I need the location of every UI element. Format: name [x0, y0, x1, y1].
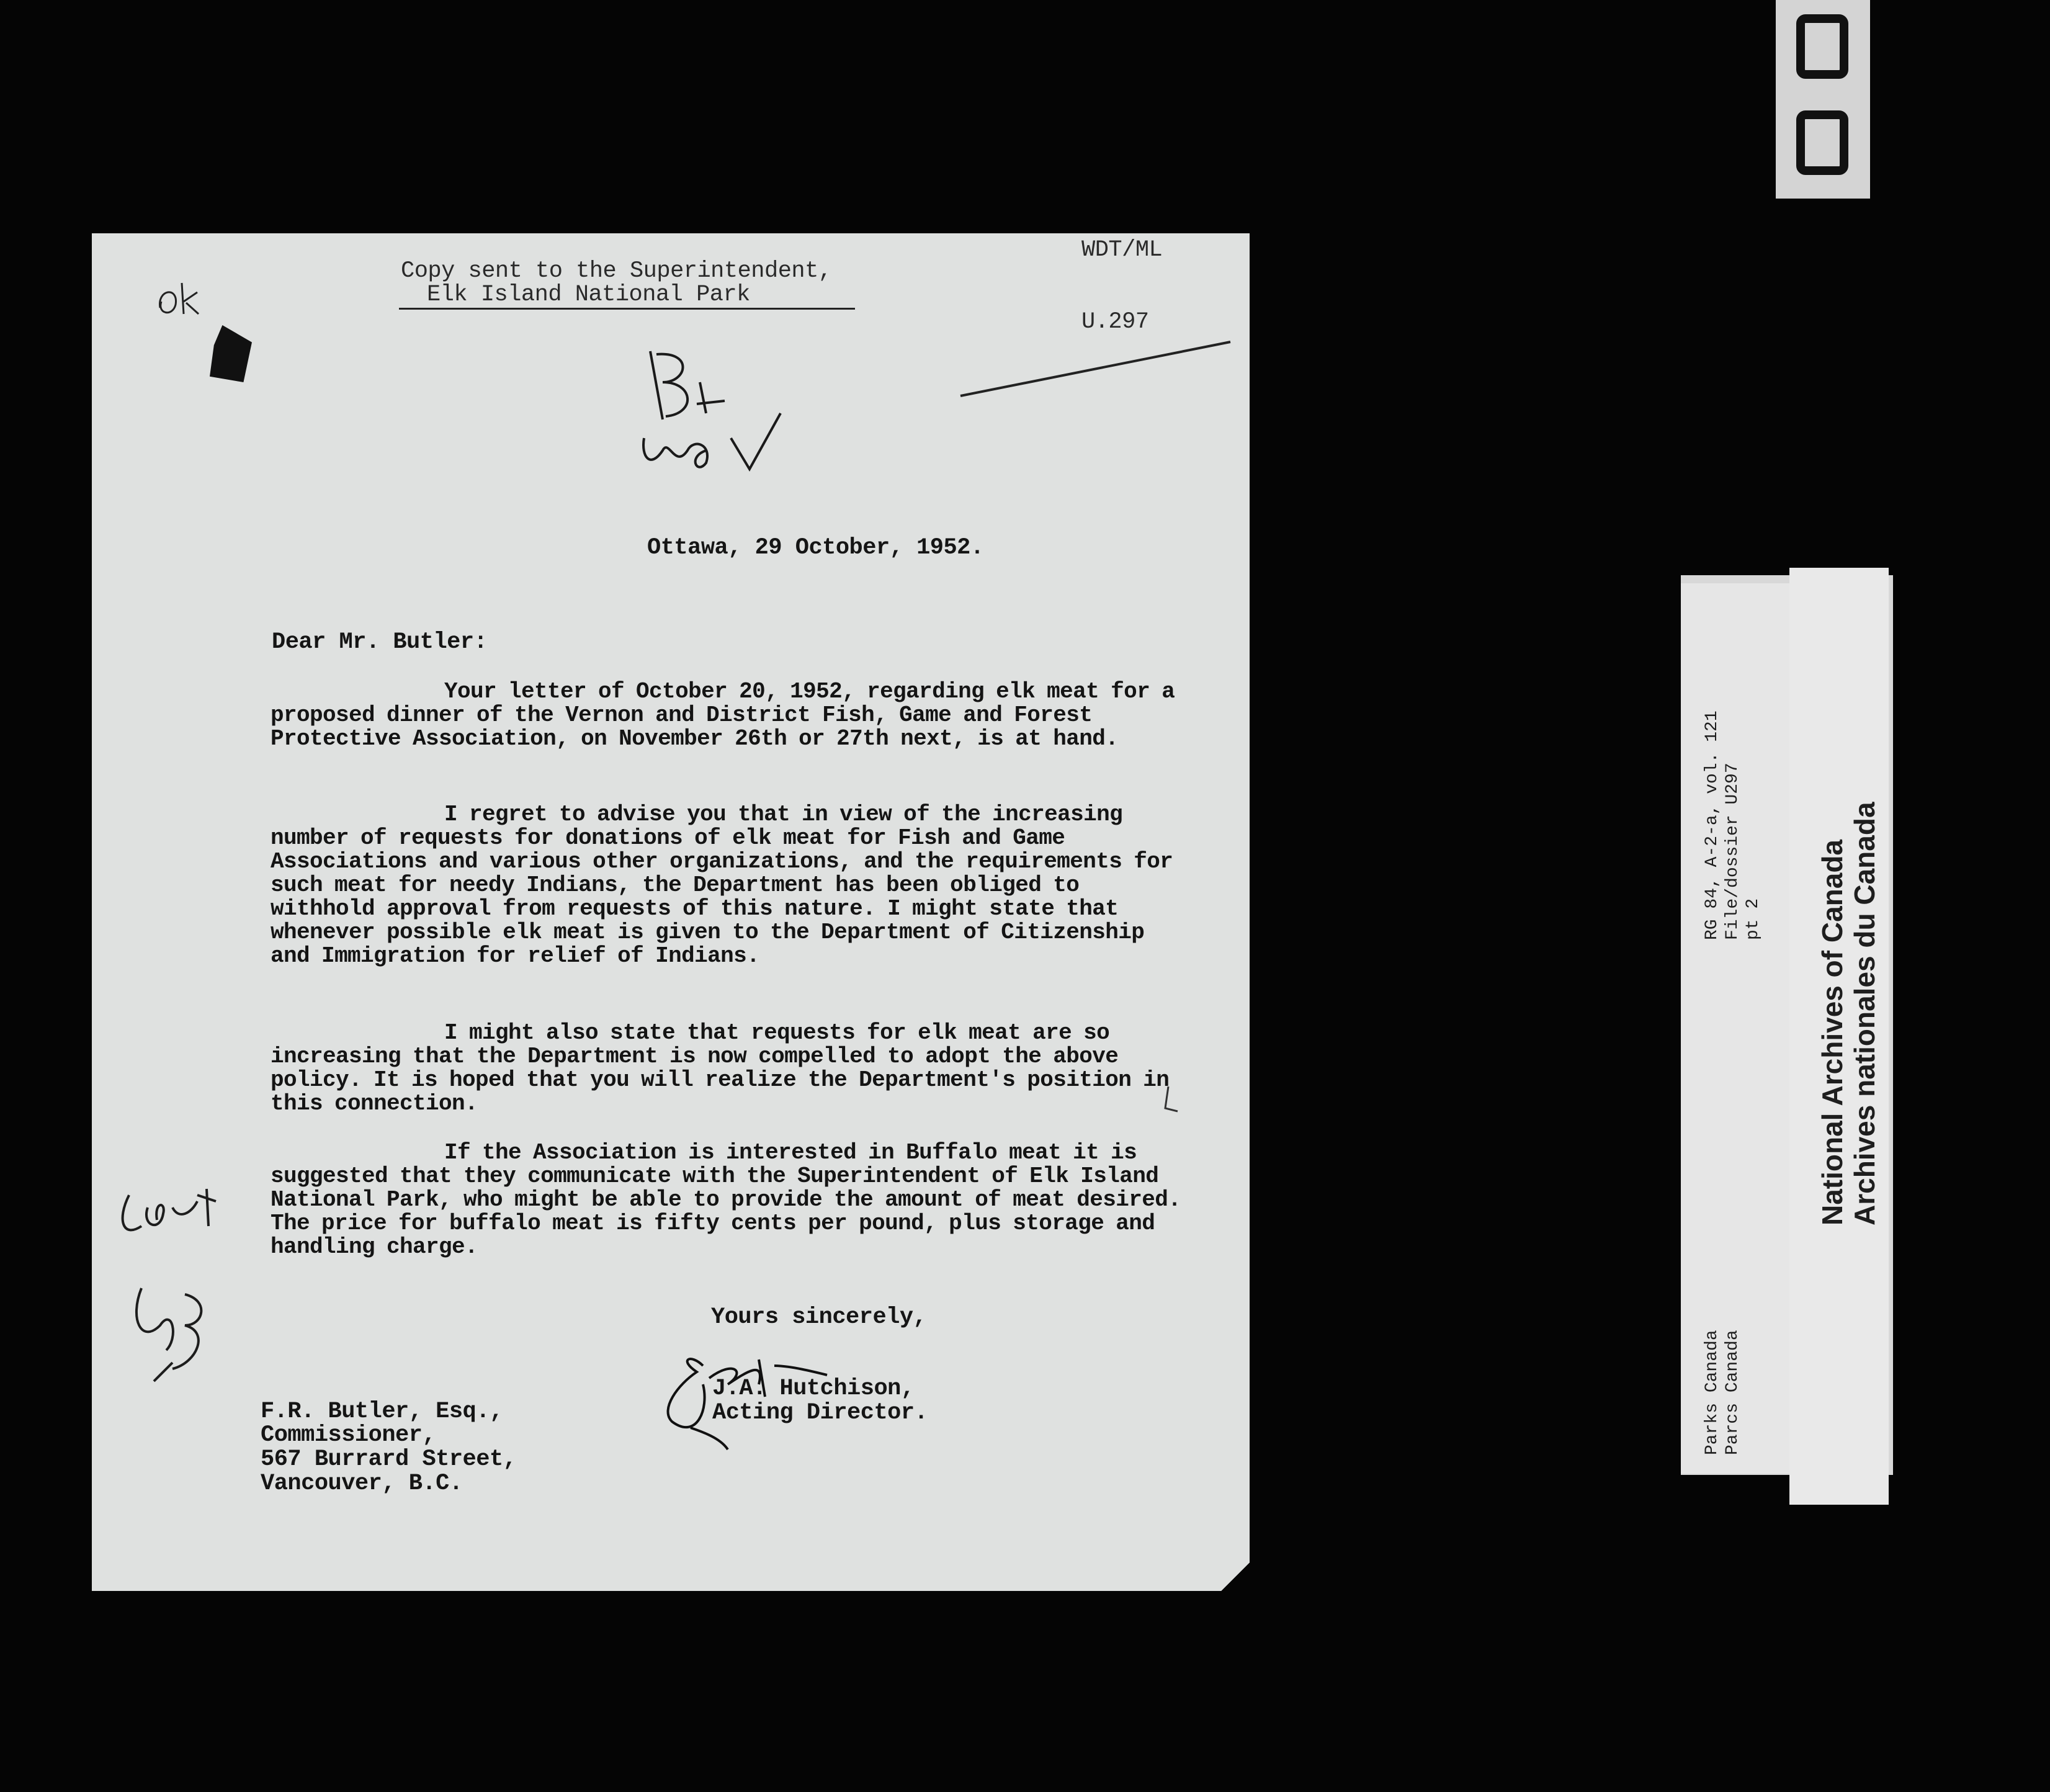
microfilm-frame-tab: [1776, 0, 1870, 199]
copy-note-line2: Elk Island National Park: [427, 282, 750, 308]
label-agency-en: Parks Canada: [1703, 1330, 1722, 1455]
salutation: Dear Mr. Butler:: [272, 629, 488, 655]
handwritten-ok-mark: [154, 277, 216, 329]
label-agency-fr: Parcs Canada: [1723, 1330, 1742, 1455]
reference-initials: WDT/ML: [1081, 237, 1163, 263]
label-reference-line3: pt 2: [1743, 898, 1763, 940]
addressee-title: Commissioner,: [261, 1422, 436, 1448]
label-reference-line2: File/dossier U297: [1723, 763, 1742, 940]
handwritten-margin-notes: [104, 1183, 278, 1391]
pen-stroke-line: [960, 339, 1233, 404]
label-archive-en: National Archives of Canada: [1816, 839, 1848, 1225]
signer-name: J.A. Hutchison,: [712, 1376, 915, 1402]
addressee-city: Vancouver, B.C.: [261, 1471, 463, 1497]
paragraph-1: Your letter of October 20, 1952, regarding elk meat for a proposed dinner of the Vernon and District Fish, Game and Forest Protective Association, on November 26th or 27th next, is at hand.: [271, 679, 1175, 751]
closing: Yours sincerely,: [711, 1304, 927, 1330]
copy-note-underline: [399, 308, 855, 310]
letter-date: Ottawa, 29 October, 1952.: [647, 535, 984, 561]
addressee-street: 567 Burrard Street,: [261, 1446, 517, 1472]
signer-title: Acting Director.: [712, 1400, 928, 1426]
label-archive-fr: Archives nationales du Canada: [1848, 802, 1881, 1225]
label-reference-line1: RG 84, A-2-a, vol. 121: [1703, 710, 1722, 940]
paragraph-3: I might also state that requests for elk meat are so increasing that the Department is now compelled to adopt the above policy. It is hoped that you will realize the Department's position in this connection.: [271, 1020, 1170, 1116]
paragraph-2: I regret to advise you that in view of the increasing number of requests for donations of elk meat for Fish and Game Associations and various other organizations, and the requirements for such meat for needy Indians, the Department has been obliged to withhold approval from requests of this nature. I might state that whenever possible elk meat is given to the Department of Citizenship and Immigration for relief of Indians.: [271, 802, 1173, 969]
copy-note-line1: Copy sent to the Superintendent,: [401, 258, 832, 284]
file-number: U.297: [1081, 309, 1149, 335]
letter-page: [92, 233, 1250, 1591]
torn-corner-mark: [210, 325, 252, 382]
handwritten-initials-mark: [638, 345, 849, 509]
frame-marker-icon: [1776, 0, 1870, 199]
paragraph-4: If the Association is interested in Buffalo meat it is suggested that they communicate with the Superintendent of Elk Island National Park, who might be able to provide the amount of meat desired. The price for buffalo meat is fifty cents per pound, plus storage and handling charge.: [271, 1140, 1181, 1260]
addressee-name: F.R. Butler, Esq.,: [261, 1399, 503, 1425]
